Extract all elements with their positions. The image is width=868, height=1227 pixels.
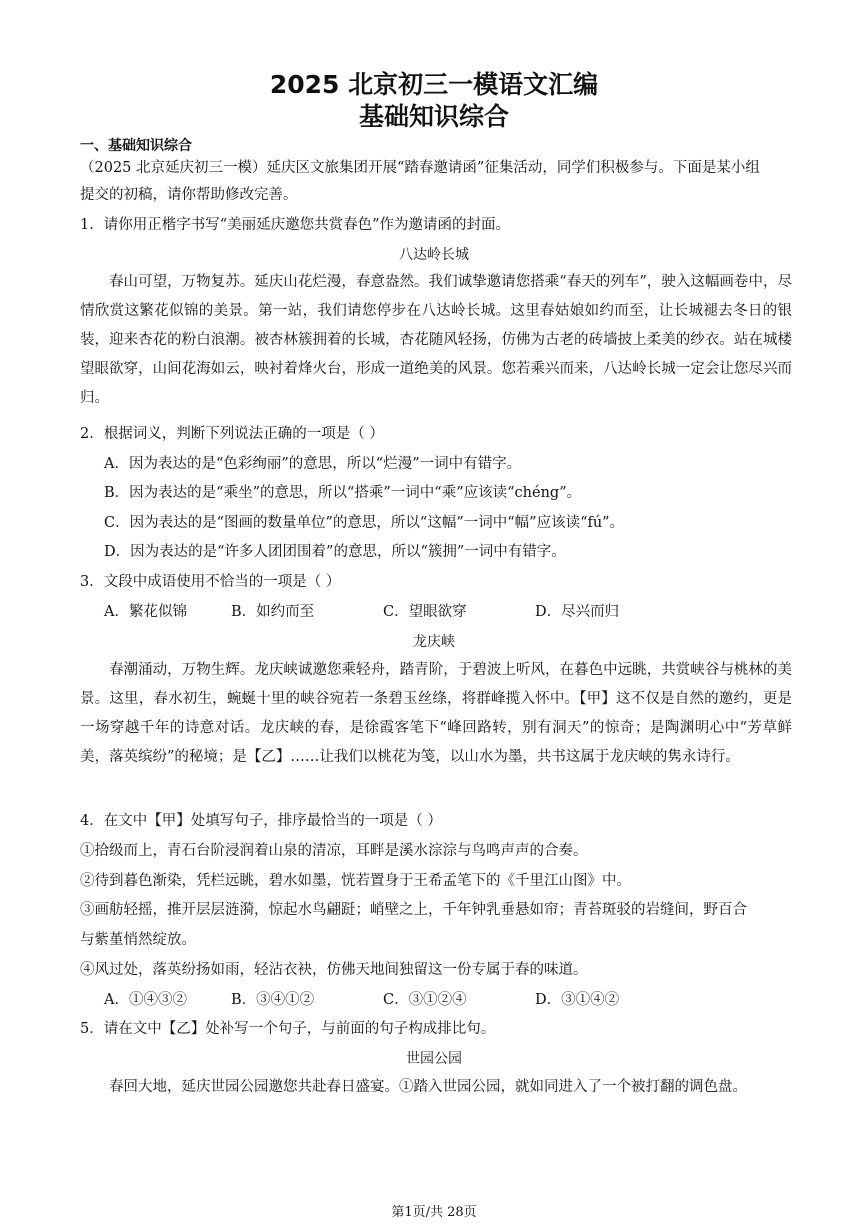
- section-heading: 一、基础知识综合: [80, 138, 192, 154]
- question-3-option-d: D．尽兴而归: [535, 604, 620, 620]
- question-4-options: [104, 990, 619, 1010]
- page-footer: 第1页/共 28页: [391, 1205, 477, 1220]
- passage-1-text: 春山可望，万物复苏。延庆山花烂漫，春意盎然。我们诚挚邀请您搭乘“春天的列车”，驶入这幅画卷中，尽情欣赏这繁花似锦的美景。第一站，我们请您停步在八达岭长城。这里春姑娘如约而至，让长城褪去冬日的银装，迎来杏花的粉白浪潮。被杏林簇拥着的长城，杏花随风轻扬，仿佛为古老的砖墙披上柔美的纱衣。站在城楼望眼欲穿，山间花海如云，映衬着烽火台，形成一道绝美的风景。您若乘兴而来，八达岭长城一定会让您尽兴而归。: [80, 274, 792, 406]
- document-title: 2025 北京初三一模语文汇编: [269, 70, 599, 99]
- question-3-stem: 3．文段中成语使用不恰当的一项是（ ）: [80, 574, 341, 590]
- question-2-option-a: A．因为表达的是“色彩绚丽”的意思，所以“烂漫”一词中有错字。: [104, 456, 522, 472]
- passage-1-title: 八达岭长城: [399, 247, 469, 263]
- question-1: 1．请你用正楷字书写“美丽延庆邀您共赏春色”作为邀请函的封面。: [80, 217, 511, 233]
- question-4-stem: 4．在文中【甲】处填写句子，排序最恰当的一项是（ ）: [80, 813, 442, 829]
- question-5: 5．请在文中【乙】处补写一个句子，与前面的句子构成排比句。: [80, 1021, 496, 1037]
- question-3-options: [104, 602, 619, 622]
- question-4-sentence-1: ①拾级而上，青石台阶浸润着山泉的清凉，耳畔是溪水淙淙与鸟鸣声声的合奏。: [80, 843, 588, 859]
- question-2-stem: 2．根据词义，判断下列说法正确的一项是（ ）: [80, 426, 384, 442]
- question-4-sentence-4: ④风过处，落英纷扬如雨，轻沾衣袂，仿佛天地间独留这一份专属于春的味道。: [80, 962, 588, 978]
- passage-3-text: 春回大地，延庆世园公园邀您共赴春日盛宴。①踏入世园公园，就如同进入了一个被打翻的调色盘。: [109, 1079, 747, 1095]
- question-3-option-c: C．望眼欲穿: [383, 604, 467, 620]
- question-4-sentence-3: ③画舫轻摇，推开层层涟漪，惊起水鸟翩跹；峭壁之上，千年钟乳垂悬如帘；青苔斑驳的岩缝间，野百合: [80, 902, 747, 918]
- document-subtitle: 基础知识综合: [358, 102, 509, 131]
- question-2-option-c: C．因为表达的是“图画的数量单位”的意思，所以“这幅”一词中“幅”应该读“fú”。: [104, 515, 625, 531]
- question-4-option-c: C．③①②④: [383, 992, 467, 1008]
- intro-line-1: （2025 北京延庆初三一模）延庆区文旅集团开展“踏春邀请函”征集活动，同学们积极参与。下面是某小组: [80, 160, 760, 176]
- intro-line-2: 提交的初稿，请你帮助修改完善。: [80, 187, 298, 203]
- question-3-option-b: B．如约而至: [231, 604, 315, 620]
- question-2-option-b: B．因为表达的是“乘坐”的意思，所以“搭乘”一词中“乘”应该读“chéng”。: [104, 485, 582, 501]
- question-4-sentence-2: ②待到暮色渐染，凭栏远眺，碧水如墨，恍若置身于王希孟笔下的《千里江山图》中。: [80, 873, 631, 889]
- passage-2-text: 春潮涌动，万物生辉。龙庆峡诚邀您乘轻舟，踏青阶，于碧波上听风，在暮色中远眺，共赏峡谷与桃林的美景。这里，春水初生，蜿蜒十里的峡谷宛若一条碧玉丝绦，将群峰揽入怀中。【甲】这不仅是自然的邀约，更是一场穿越千年的诗意对话。龙庆峡的春，是徐霞客笔下“峰回路转，别有洞天”的惊奇；是陶渊明心中“芳草鲜美，落英缤纷”的秘境；是【乙】……让我们以桃花为笺，以山水为墨，共书这属于龙庆峡的隽永诗行。: [80, 662, 792, 765]
- question-4-option-a: A．①④③②: [104, 992, 187, 1008]
- passage-3-title: 世园公园: [406, 1051, 462, 1067]
- question-3-option-a: A．繁花似锦: [104, 604, 187, 620]
- passage-2-title: 龙庆峡: [413, 634, 455, 650]
- question-4-option-b: B．③④①②: [231, 992, 315, 1008]
- question-4-sentence-3-cont: 与紫堇悄然绽放。: [80, 932, 196, 948]
- question-2-option-d: D．因为表达的是“许多人团团围着”的意思，所以“簇拥”一词中有错字。: [104, 544, 566, 560]
- question-4-option-d: D．③①④②: [535, 992, 620, 1008]
